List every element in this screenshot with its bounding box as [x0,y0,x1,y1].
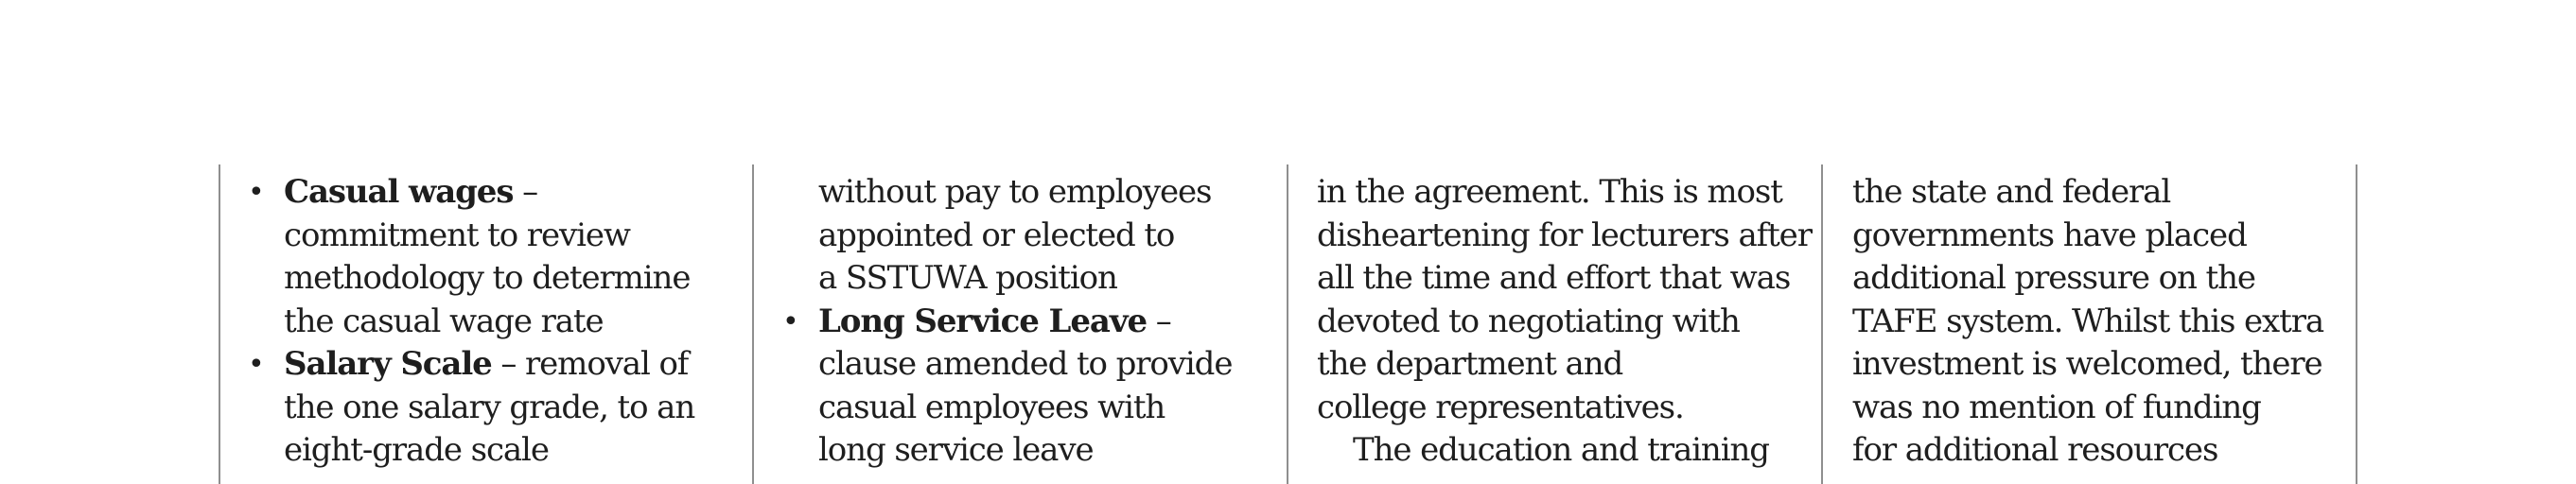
list-item-term: Long Service Leave [818,302,1148,340]
paragraph-line: all the time and effort that was [1317,259,1791,297]
list-item-text: – [1155,302,1171,340]
list-item-term: Casual wages [284,173,514,211]
list-item-text: casual employees with [818,388,1165,426]
column-rule [1821,164,1823,484]
text-column-3 [1317,171,1812,473]
list-item-text: eight-grade scale [284,431,549,469]
paragraph-line: in the agreement. This is most [1317,173,1782,211]
paragraph-line: the department and [1317,345,1623,383]
list-item [248,343,740,473]
list-item-text: appointed or elected to [818,216,1175,254]
paragraph-line: the state and federal [1852,173,2171,211]
paragraph-line: disheartening for lecturers after [1317,216,1812,254]
column-rule [219,164,220,484]
paragraph-line: devoted to negotiating with [1317,302,1740,340]
list-item-text: the casual wage rate [284,302,604,340]
list-item [782,301,1274,473]
paragraph-line: additional pressure on the [1852,259,2255,297]
paragraph-line: The education and training [1353,431,1769,469]
list-item-text: commitment to review [284,216,630,254]
text-column-1 [248,171,740,473]
column-rule [752,164,754,484]
list-item-text: a SSTUWA position [818,259,1117,297]
paragraph-line: college representatives. [1317,388,1684,426]
paragraph-line: governments have placed [1852,216,2247,254]
paragraph [1852,171,2344,473]
bullet-icon: • [782,304,798,338]
bullet-list [782,301,1274,473]
list-item-text: long service leave [818,431,1094,469]
list-item-first-line [284,171,740,215]
paragraph [1317,171,1812,429]
paragraph-line: was no mention of funding [1852,388,2261,426]
column-rule [2356,164,2357,484]
list-item-text: – [522,173,538,211]
continued-list-text [782,171,1274,301]
list-item-text: methodology to determine [284,259,691,297]
paragraph-line: TAFE system. Whilst this extra [1852,302,2324,340]
text-column-4 [1852,171,2344,473]
bullet-icon: • [248,348,264,381]
list-item [248,171,740,343]
list-item-first-line [818,301,1274,344]
paragraph-line: investment is welcomed, there [1852,345,2322,383]
list-item-text: without pay to employees [818,173,1212,211]
column-rule [1287,164,1288,484]
text-column-2 [782,171,1274,473]
paragraph-line: for additional resources [1852,431,2218,469]
list-item-text: the one salary grade, to an [284,388,695,426]
list-item-text: clause amended to provide [818,345,1233,383]
bullet-icon: • [248,176,264,209]
list-item-first-line [284,343,740,387]
paragraph [1317,429,1809,473]
bullet-list [248,171,740,473]
list-item-text: – removal of [500,345,689,383]
list-item-term: Salary Scale [284,345,492,383]
